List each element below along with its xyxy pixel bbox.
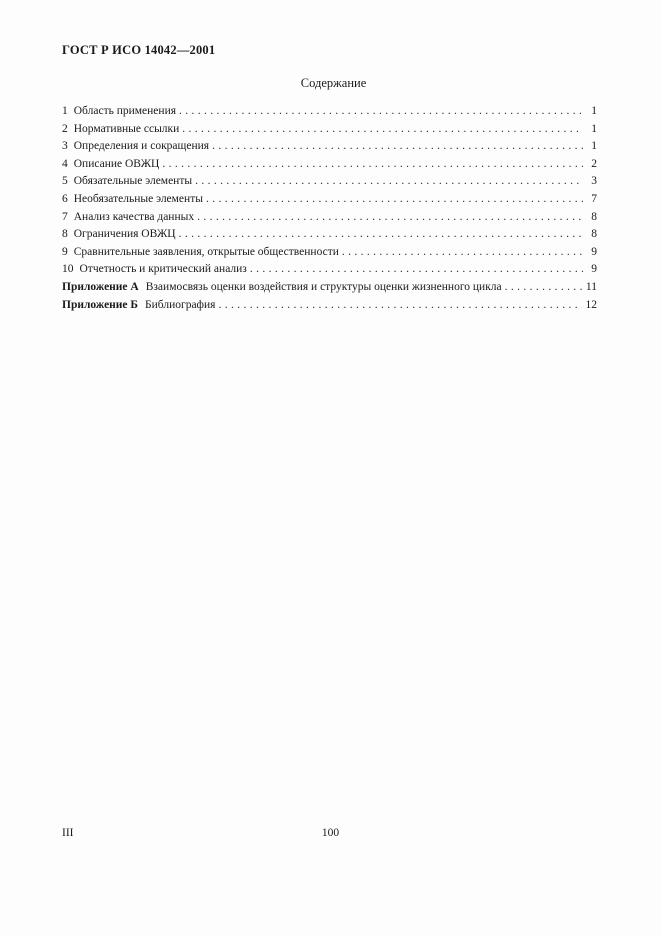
scan-page-number: 100 [321, 827, 340, 839]
toc-entry-number: 8 [62, 228, 68, 241]
toc-entry-number: 10 [62, 263, 74, 276]
dot-leader [195, 173, 583, 191]
toc-entry-page: 1 [591, 122, 597, 135]
toc-entry-label: Необязательные элементы [73, 192, 203, 205]
dot-leader [505, 279, 582, 297]
dot-leader [179, 103, 583, 121]
toc-entry-6[interactable] [62, 191, 597, 209]
dot-leader [182, 121, 583, 139]
toc-entry-3[interactable] [62, 138, 597, 156]
toc-entry-8[interactable] [62, 226, 597, 244]
toc-entry-page: 1 [591, 140, 597, 153]
toc-entry-4[interactable] [62, 156, 597, 174]
toc-title-text: Содержание [300, 76, 367, 90]
toc-entry-number: 5 [62, 175, 68, 188]
toc-entry-5[interactable] [62, 173, 597, 191]
toc-entry-label: Сравнительные заявления, открытые общественности [73, 245, 339, 258]
toc-entry-7[interactable] [62, 209, 597, 227]
toc-entry-number: 7 [62, 210, 68, 223]
toc-entry-number: 9 [62, 245, 68, 258]
toc-entry-2[interactable] [62, 121, 597, 139]
dot-leader [197, 209, 583, 227]
toc-entry-page: 8 [591, 210, 597, 223]
toc-entry-9[interactable] [62, 244, 597, 262]
toc-entry-label: Область применения [73, 105, 177, 117]
dot-leader [342, 244, 583, 262]
toc-entry-appendix-a[interactable] [62, 279, 597, 297]
toc-entry-label: Библиография [145, 298, 216, 311]
dot-leader [179, 226, 583, 244]
toc-entry-label: Описание ОВЖЦ [73, 157, 160, 170]
dot-leader [250, 261, 583, 279]
toc-entry-10[interactable] [62, 261, 597, 279]
toc-title [0, 76, 661, 91]
toc-entry-page: 1 [591, 105, 597, 117]
roman-page-number: III [62, 827, 74, 839]
toc-entry-page: 7 [591, 192, 597, 205]
toc-entry-label: Взаимосвязь оценки воздействия и структуры оценки жизненного цикла [145, 280, 502, 293]
standard-header: ГОСТ Р ИСО 14042—2001 [62, 43, 216, 57]
toc-entry-number: 4 [62, 157, 68, 170]
toc-entry-page: 8 [591, 228, 597, 241]
toc-entry-page: 11 [585, 280, 597, 293]
dot-leader [218, 297, 581, 315]
toc-entry-label: Анализ качества данных [73, 210, 195, 223]
toc-entry-page: 2 [591, 157, 597, 170]
toc-entry-page: 12 [585, 298, 597, 311]
dot-leader [212, 138, 583, 156]
toc-entry-label: Определения и сокращения [73, 140, 210, 153]
toc-entry-appendix-b[interactable] [62, 297, 597, 315]
toc-entry-number: Приложение Б [62, 298, 139, 311]
toc-entry-label: Нормативные ссылки [73, 122, 180, 135]
toc-entry-page: 9 [591, 263, 597, 276]
toc-entry-label: Ограничения ОВЖЦ [73, 228, 176, 241]
dot-leader [162, 156, 583, 174]
table-of-contents [62, 103, 597, 314]
toc-entry-page: 9 [591, 245, 597, 258]
toc-entry-label: Отчетность и критический анализ [79, 263, 247, 276]
toc-entry-number: Приложение А [62, 280, 139, 293]
toc-entry-page: 3 [591, 175, 597, 188]
toc-entry-number: 6 [62, 192, 68, 205]
toc-entry-number: 1 [62, 105, 68, 117]
toc-entry-number: 3 [62, 140, 68, 153]
toc-entry-1[interactable] [62, 103, 597, 121]
toc-entry-number: 2 [62, 122, 68, 135]
toc-entry-label: Обязательные элементы [73, 175, 193, 188]
dot-leader [206, 191, 583, 209]
